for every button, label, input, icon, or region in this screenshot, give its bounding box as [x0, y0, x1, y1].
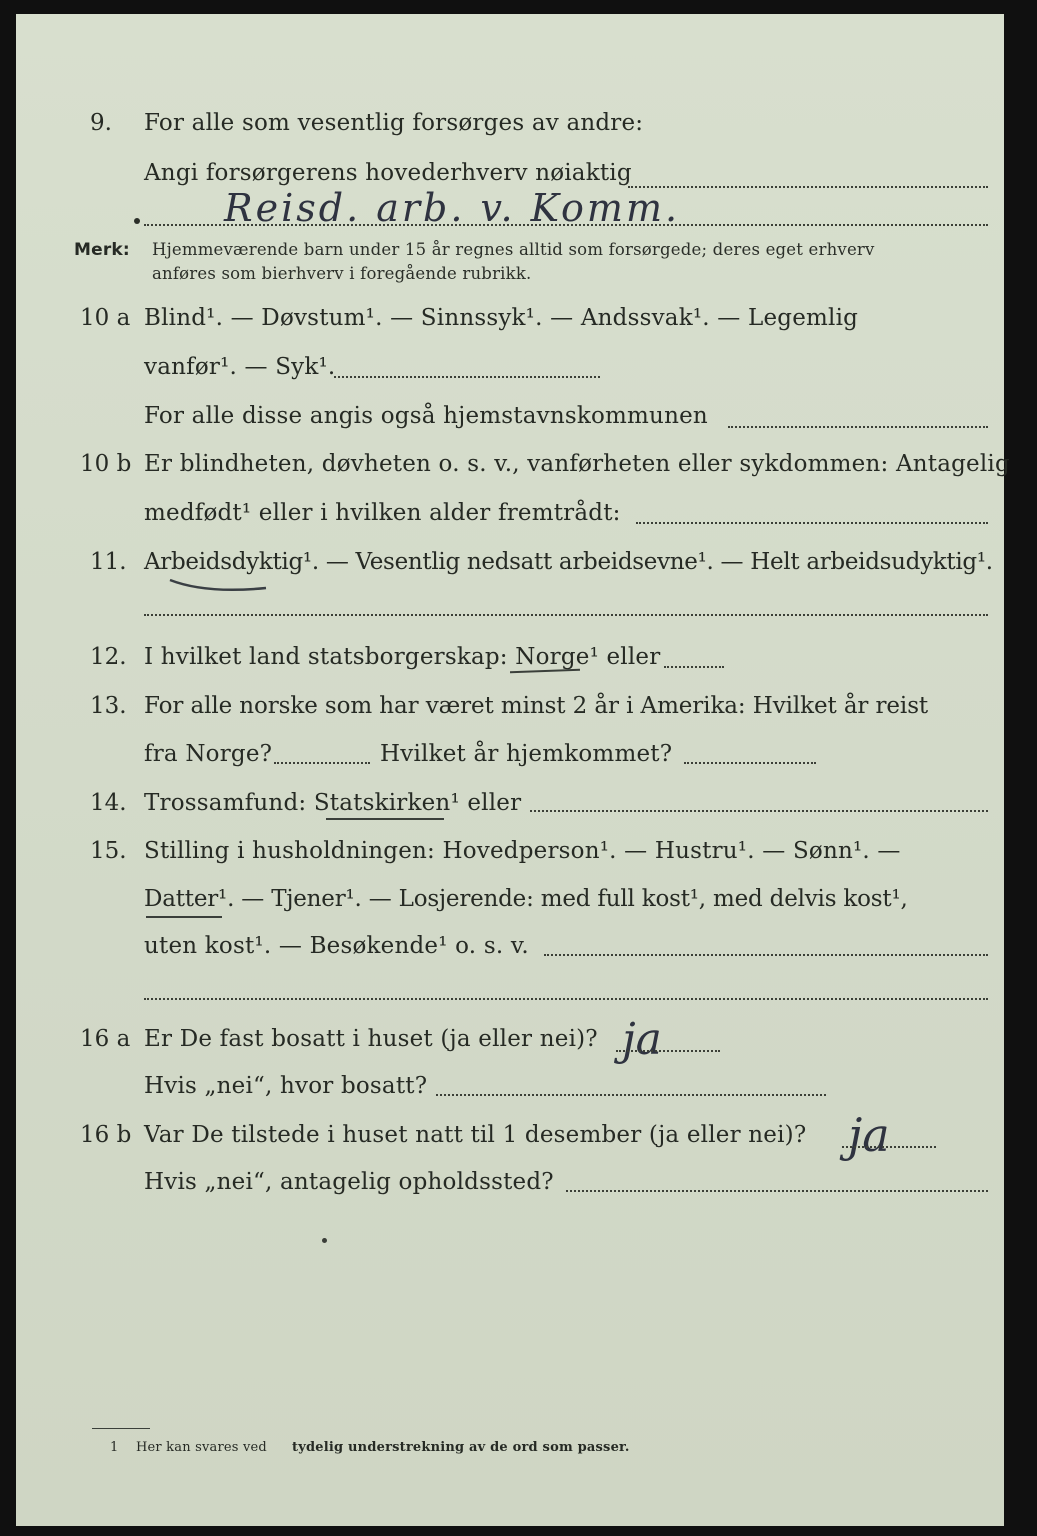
q10a-line1: Blind¹. — Døvstum¹. — Sinnssyk¹. — Andssvak¹. — Legemlig [144, 305, 859, 331]
q15-line3: uten kost¹. — Besøkende¹ o. s. v. [144, 933, 529, 959]
item-number-15: 15. [90, 838, 127, 864]
q16a-where-dotted-line [436, 1094, 826, 1096]
q10a-line2: vanfør¹. — Syk¹. [144, 354, 336, 380]
q13-right-dotted-line [684, 762, 816, 764]
q9-line2: Angi forsørgerens hovederhverv nøiaktig [144, 160, 632, 186]
q9-answer-line [144, 224, 988, 226]
q9-dotted-line [628, 186, 988, 188]
q16a-line1: Er De fast bosatt i huset (ja eller nei)? [144, 1026, 598, 1052]
q13-line1: For alle norske som har været minst 2 år i Amerika: Hvilket år reist [144, 693, 929, 719]
q16a-dotted-line [616, 1050, 720, 1052]
q9-handwritten-answer: Reisd. arb. v. Komm. [224, 186, 681, 230]
q10b-line2: medfødt¹ eller i hvilken alder fremtrådt: [144, 500, 621, 526]
q11-dotted-line [144, 614, 988, 616]
q16a-line2: Hvis „nei“, hvor bosatt? [144, 1073, 428, 1099]
footnote-text-b: tydelig understrekning av de ord som passer. [292, 1440, 630, 1455]
q13-line2b: Hvilket år hjemkommet? [380, 741, 673, 767]
q10a-dotted-line [334, 376, 600, 378]
item-number-14: 14. [90, 790, 127, 816]
ink-dot [322, 1238, 327, 1243]
q16b-dotted-line [842, 1146, 936, 1148]
q16b-line1: Var De tilstede i huset natt til 1 desember (ja eller nei)? [144, 1122, 807, 1148]
q15-dotted-line [544, 954, 988, 956]
q14-line1: Trossamfund: Statskirken¹ eller [144, 790, 522, 816]
q10b-dotted-line [636, 522, 988, 524]
item-number-10b: 10 b [80, 451, 132, 477]
q11-line1: Arbeidsdyktig¹. — Vesentlig nedsatt arbeidsevne¹. — Helt arbeidsudyktig¹. [144, 549, 993, 575]
q16b-where-dotted-line [566, 1190, 988, 1192]
item-number-9: 9. [90, 110, 112, 136]
merk-line1: Hjemmeværende barn under 15 år regnes alltid som forsørgede; deres eget erhverv [152, 240, 875, 259]
item-number-10a: 10 a [80, 305, 131, 331]
item-number-16b: 16 b [80, 1122, 132, 1148]
q15-extra-dotted-line [144, 998, 988, 1000]
merk-label: Merk: [74, 240, 130, 260]
q16a-handwritten-answer: ja [622, 1014, 662, 1065]
q10a-home-dotted-line [728, 426, 988, 428]
q15-line2: Datter¹. — Tjener¹. — Losjerende: med full kost¹, med delvis kost¹, [144, 886, 908, 912]
item-number-12: 12. [90, 644, 127, 670]
q13-left-dotted-line [274, 762, 370, 764]
q16b-handwritten-answer: ja [848, 1108, 890, 1162]
q10b-line1: Er blindheten, døvheten o. s. v., vanførheten eller sykdommen: Antagelig [144, 451, 1010, 477]
merk-line2: anføres som bierhverv i foregående rubrikk. [152, 264, 532, 283]
item-number-11: 11. [90, 549, 127, 575]
q14-dotted-line [530, 810, 988, 812]
footnote-rule [92, 1428, 150, 1429]
census-form-page [16, 14, 1010, 1526]
q15-line1: Stilling i husholdningen: Hovedperson¹. — Hustru¹. — Sønn¹. — [144, 838, 901, 864]
ink-dot [134, 218, 140, 224]
q14-statskirken-underline [326, 818, 444, 820]
item-number-16a: 16 a [80, 1026, 131, 1052]
item-number-13: 13. [90, 693, 127, 719]
footnote-text-a: Her kan svares ved [136, 1440, 267, 1455]
q10a-line3: For alle disse angis også hjemstavnskommunen [144, 403, 708, 429]
q16b-line2: Hvis „nei“, antagelig opholdssted? [144, 1169, 554, 1195]
q13-line2a: fra Norge? [144, 741, 273, 767]
q15-datter-underline [146, 916, 222, 918]
q11-handwritten-underline [166, 574, 276, 594]
footnote-mark: 1 [110, 1440, 119, 1455]
q12-dotted-line [664, 666, 724, 668]
q9-line1: For alle som vesentlig forsørges av andre: [144, 110, 644, 136]
q12-line1: I hvilket land statsborgerskap: Norge¹ eller [144, 644, 661, 670]
